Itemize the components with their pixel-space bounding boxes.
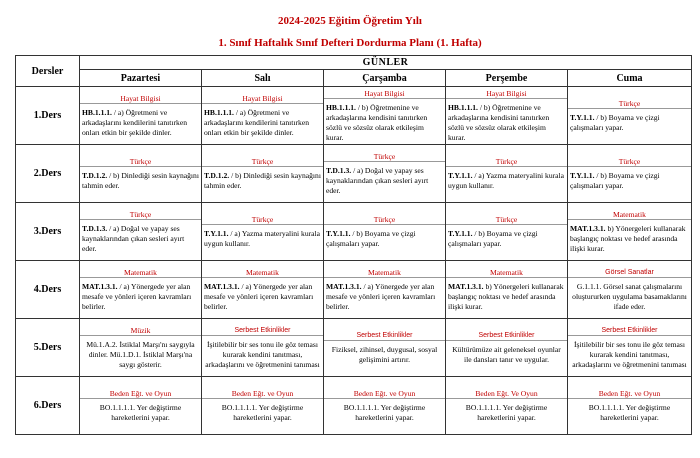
outcome-code: HB.1.1.1. — [448, 102, 478, 112]
lesson-row — [16, 319, 692, 377]
subject-label: Türkçe — [202, 215, 323, 225]
outcome-text — [80, 336, 201, 370]
subject-label: Beden Eğt. ve Oyun — [202, 389, 323, 399]
outcome-description: / b) Öğretmenine ve arkadaşlarına kendisini tanıtırken sözlü ve sözsüz olarak etkileşim kurar. — [448, 102, 550, 142]
day-header-persembe: Perşembe — [446, 70, 568, 87]
subject-label: Hayat Bilgisi — [446, 89, 567, 99]
lesson-row — [16, 261, 692, 319]
outcome-description: BO.1.1.1.1. Yer değiştirme hareketlerini yapar. — [588, 402, 671, 422]
outcome-code: T.Y.1.1. — [570, 170, 595, 180]
subject-label: Serbest Etkinlikler — [202, 326, 323, 336]
lesson-cell — [324, 87, 446, 145]
outcome-text — [446, 341, 567, 365]
outcome-text — [202, 225, 323, 249]
lesson-cell — [568, 203, 692, 261]
outcome-text — [324, 162, 445, 196]
lesson-row — [16, 87, 692, 145]
lesson-cell — [446, 377, 568, 435]
lesson-cell — [324, 319, 446, 377]
outcome-text — [202, 336, 323, 370]
lesson-cell — [80, 203, 202, 261]
lesson-label: 3.Ders — [16, 203, 80, 261]
outcome-description: BO.1.1.1.1. Yer değiştirme hareketlerini yapar. — [343, 402, 426, 422]
outcome-text — [202, 167, 323, 191]
plan-body — [16, 87, 692, 435]
subject-label: Matematik — [202, 268, 323, 278]
outcome-text — [324, 341, 445, 365]
outcome-description: G.1.1.1. Görsel sanat çalışmalarını oluştururken uygulama basamaklarını ifade eder. — [572, 281, 687, 311]
outcome-description: Mü.1.A.2. İstiklal Marşı'nı saygıyla dinler. Mü.1.D.1. İstiklal Marşı'na saygı gösterir. — [86, 339, 195, 369]
subject-label: Müzik — [80, 326, 201, 336]
subject-label: Matematik — [80, 268, 201, 278]
outcome-text — [80, 399, 201, 423]
outcome-text — [446, 399, 567, 423]
weekly-plan-table — [15, 55, 692, 435]
lesson-cell — [80, 145, 202, 203]
lesson-label: 4.Ders — [16, 261, 80, 319]
outcome-description: / a) Doğal ve yapay ses kaynaklarından çıkan sesleri ayırt eder. — [326, 165, 429, 195]
outcome-description: / a) Doğal ve yapay ses kaynaklarından çıkan sesleri ayırt eder. — [82, 223, 185, 253]
subject-label: Türkçe — [446, 215, 567, 225]
outcome-text — [324, 99, 445, 143]
subject-label: Serbest Etkinlikler — [568, 326, 691, 336]
lesson-row — [16, 203, 692, 261]
subject-label: Serbest Etkinlikler — [446, 331, 567, 341]
outcome-text — [568, 109, 691, 133]
lesson-cell — [80, 87, 202, 145]
subject-label: Matematik — [446, 268, 567, 278]
outcome-code: HB.1.1.1. — [82, 107, 112, 117]
day-header-cuma: Cuma — [568, 70, 692, 87]
subject-label: Türkçe — [202, 157, 323, 167]
lesson-cell — [568, 319, 692, 377]
outcome-description: b) Yönergeleri kullanarak başlangıç noktası ve hedef arasında ilişki kurar. — [448, 281, 564, 311]
lesson-row — [16, 377, 692, 435]
lesson-row — [16, 145, 692, 203]
outcome-description: / b) Dinlediği sesin kaynağını tahmin eder. — [204, 170, 321, 190]
outcome-description: / a) Yazma materyalini kurala uygun kullanır. — [204, 228, 320, 248]
outcome-description: / b) Boyama ve çizgi çalışmaları yapar. — [570, 112, 660, 132]
outcome-code: T.Y.1.1. — [204, 228, 229, 238]
subject-label: Türkçe — [324, 152, 445, 162]
outcome-description: / a) Yönergede yer alan mesafe ve yönleri içeren kavramları belirler. — [82, 281, 192, 311]
lesson-cell — [446, 145, 568, 203]
outcome-description: / b) Boyama ve çizgi çalışmaları yapar. — [448, 228, 538, 248]
subject-label: Matematik — [568, 210, 691, 220]
lesson-label: 6.Ders — [16, 377, 80, 435]
outcome-code: MAT.1.3.1. — [448, 281, 484, 291]
outcome-text — [324, 278, 445, 312]
outcome-code: MAT.1.3.1. — [326, 281, 362, 291]
lesson-cell — [80, 261, 202, 319]
subject-label: Hayat Bilgisi — [202, 94, 323, 104]
outcome-description: / a) Yazma materyalini kurala uygun kullanır. — [448, 170, 564, 190]
outcome-code: T.Y.1.1. — [326, 228, 351, 238]
outcome-code: HB.1.1.1. — [204, 107, 234, 117]
lesson-cell — [446, 319, 568, 377]
outcome-description: / b) Öğretmenine ve arkadaşlarına kendisini tanıtırken sözlü ve sözsüz olarak etkileşim kurar. — [326, 102, 428, 142]
outcome-description: / b) Boyama ve çizgi çalışmaları yapar. — [326, 228, 416, 248]
lesson-cell — [324, 145, 446, 203]
subject-label: Beden Eğt. ve Oyun — [80, 389, 201, 399]
lesson-cell — [202, 319, 324, 377]
outcome-text — [446, 278, 567, 312]
subject-label: Serbest Etkinlikler — [324, 331, 445, 341]
outcome-code: MAT.1.3.1. — [82, 281, 118, 291]
subject-label: Görsel Sanatlar — [568, 268, 691, 278]
outcome-text — [80, 220, 201, 254]
lesson-cell — [202, 87, 324, 145]
day-header-pazartesi: Pazartesi — [80, 70, 202, 87]
outcome-text — [324, 225, 445, 249]
outcome-description: / b) Boyama ve çizgi çalışmaları yapar. — [570, 170, 660, 190]
subject-label: Türkçe — [568, 157, 691, 167]
outcome-description: / a) Öğretmeni ve arkadaşlarını kendilerini tanıtırken onları etkin bir şekilde dinler. — [82, 107, 188, 137]
outcome-text — [324, 399, 445, 423]
outcome-code: T.Y.1.1. — [570, 112, 595, 122]
subject-label: Türkçe — [324, 215, 445, 225]
outcome-code: T.Y.1.1. — [448, 228, 473, 238]
dersler-header: Dersler — [16, 56, 80, 87]
outcome-text — [202, 278, 323, 312]
outcome-code: T.D.1.2. — [204, 170, 230, 180]
lesson-cell — [568, 145, 692, 203]
outcome-text — [568, 399, 691, 423]
outcome-text — [80, 104, 201, 138]
lesson-cell — [446, 261, 568, 319]
outcome-description: / a) Yönergede yer alan mesafe ve yönleri içeren kavramları belirler. — [326, 281, 436, 311]
lesson-cell — [568, 261, 692, 319]
academic-year-title: 2024-2025 Eğitim Öğretim Yılı — [278, 15, 422, 27]
day-header-sali: Salı — [202, 70, 324, 87]
lesson-cell — [568, 377, 692, 435]
outcome-code: T.D.1.2. — [82, 170, 108, 180]
lesson-cell — [324, 261, 446, 319]
outcome-text — [202, 399, 323, 423]
lesson-cell — [202, 261, 324, 319]
outcome-code: HB.1.1.1. — [326, 102, 356, 112]
subject-label: Matematik — [324, 268, 445, 278]
lesson-cell — [202, 203, 324, 261]
outcome-description: BO.1.1.1.1. Yer değiştirme hareketlerini yapar. — [99, 402, 182, 422]
outcome-description: BO.1.1.1.1. Yer değiştirme hareketlerini yapar. — [221, 402, 304, 422]
lesson-cell — [324, 203, 446, 261]
outcome-text — [446, 225, 567, 249]
outcome-code: MAT.1.3.1. — [570, 223, 606, 233]
subject-label: Türkçe — [568, 99, 691, 109]
outcome-text — [568, 336, 691, 370]
subject-label: Beden Eğt. Ve Oyun — [446, 389, 567, 399]
lesson-label: 1.Ders — [16, 87, 80, 145]
lesson-cell — [446, 203, 568, 261]
lesson-cell — [202, 377, 324, 435]
outcome-text — [80, 167, 201, 191]
subject-label: Beden Eğt. ve Oyun — [324, 389, 445, 399]
outcome-text — [568, 220, 691, 254]
outcome-text — [446, 99, 567, 143]
lesson-cell — [568, 87, 692, 145]
subject-label: Türkçe — [446, 157, 567, 167]
lesson-cell — [446, 87, 568, 145]
outcome-code: T.Y.1.1. — [448, 170, 473, 180]
outcome-description: İşitilebilir bir ses tonu ile göz teması kurarak kendini tanıtması, arkadaşlarını ve öğretmenini tanıması — [205, 339, 320, 369]
outcome-description: BO.1.1.1.1. Yer değiştirme hareketlerini yapar. — [465, 402, 548, 422]
plan-title: 1. Sınıf Haftalık Sınıf Defteri Dordurma Planı (1. Hafta) — [218, 37, 482, 49]
subject-label: Türkçe — [80, 157, 201, 167]
lesson-label: 5.Ders — [16, 319, 80, 377]
lesson-cell — [80, 319, 202, 377]
day-header-carsamba: Çarşamba — [324, 70, 446, 87]
lesson-cell — [324, 377, 446, 435]
outcome-code: T.D.1.3. — [82, 223, 108, 233]
subject-label: Beden Eğt. ve Oyun — [568, 389, 691, 399]
outcome-description: Kültürümüze ait geleneksel oyunlar ile dansları tanır ve uygular. — [452, 344, 561, 364]
outcome-text — [568, 278, 691, 312]
outcome-code: MAT.1.3.1. — [204, 281, 240, 291]
outcome-description: / a) Yönergede yer alan mesafe ve yönleri içeren kavramları belirler. — [204, 281, 314, 311]
subject-label: Türkçe — [80, 210, 201, 220]
gunler-header: GÜNLER — [80, 56, 692, 70]
outcome-description: / a) Öğretmeni ve arkadaşlarını kendilerini tanıtırken onları etkin bir şekilde dinler. — [204, 107, 310, 137]
outcome-description: İşitilebilir bir ses tonu ile göz teması kurarak kendini tanıtması, arkadaşlarını ve öğretmenini tanıması — [572, 339, 687, 369]
outcome-text — [202, 104, 323, 138]
outcome-text — [80, 278, 201, 312]
outcome-description: / b) Dinlediği sesin kaynağını tahmin eder. — [82, 170, 199, 190]
subject-label: Hayat Bilgisi — [80, 94, 201, 104]
outcome-code: T.D.1.3. — [326, 165, 352, 175]
lesson-cell — [80, 377, 202, 435]
outcome-text — [568, 167, 691, 191]
lesson-label: 2.Ders — [16, 145, 80, 203]
subject-label: Hayat Bilgisi — [324, 89, 445, 99]
outcome-description: b) Yönergeleri kullanarak başlangıç noktası ve hedef arasında ilişki kurar. — [570, 223, 686, 253]
outcome-text — [446, 167, 567, 191]
lesson-cell — [202, 145, 324, 203]
outcome-description: Fiziksel, zihinsel, duygusal, sosyal gelişimini artırır. — [331, 344, 438, 364]
